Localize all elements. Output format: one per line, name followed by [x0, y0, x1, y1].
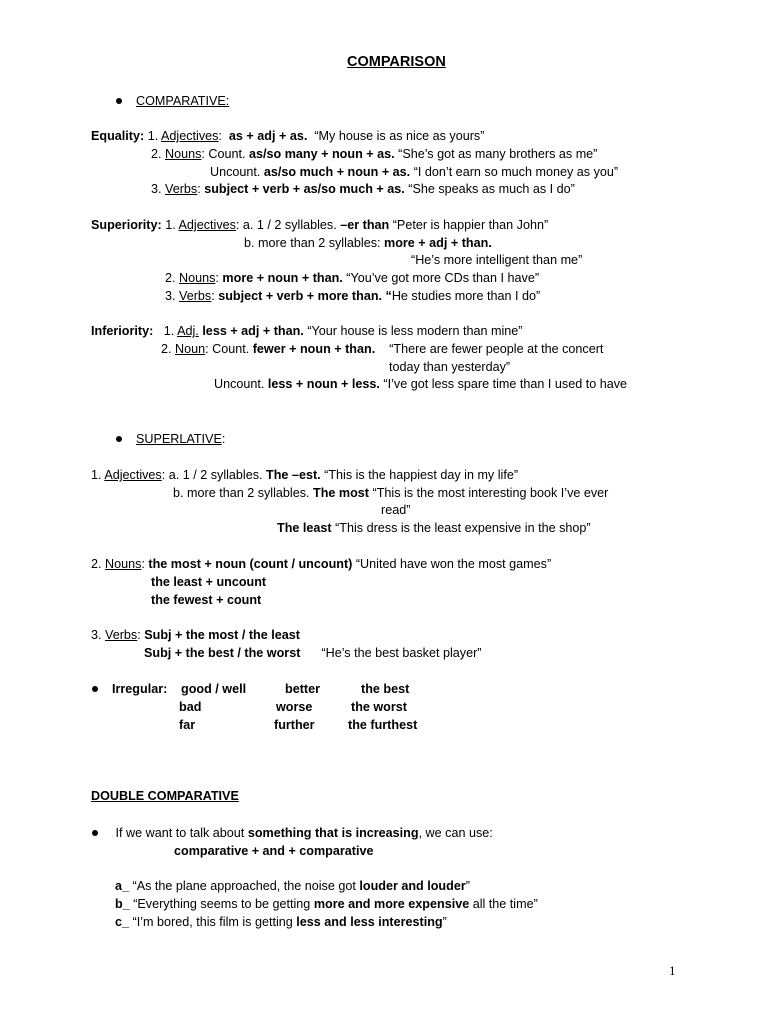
irregular-cell: the worst [351, 700, 407, 714]
superlative-adj-line-4: The least “This dress is the least expensive in the shop” [277, 521, 591, 535]
superlative-nouns-line-3: the fewest + count [151, 593, 262, 607]
double-intro-line: If we want to talk about something that is increasing, we can use: [92, 825, 493, 841]
double-formula: comparative + and + comparative [174, 844, 374, 858]
superlative-adj-line-1: 1. Adjectives: a. 1 / 2 syllables. The –est. “This is the happiest day in my life” [91, 468, 519, 482]
superlative-verbs-line-1: 3. Verbs: Subj + the most / the least [91, 628, 300, 642]
equality-line-3: Uncount. as/so much + noun + as. “I don’t earn so much money as you” [210, 165, 619, 179]
irregular-cell: bad [179, 700, 202, 714]
superlative-nouns-line-2: the least + uncount [151, 575, 267, 589]
bullet-icon [116, 98, 122, 104]
equality-line-2: 2. Nouns: Count. as/so many + noun + as. “She’s got as many brothers as me” [151, 147, 598, 161]
bullet-icon [92, 830, 98, 836]
irregular-cell: worse [276, 700, 313, 714]
bullet-icon [116, 436, 122, 442]
superlative-adj-line-2: b. more than 2 syllables. The most “This is the most interesting book I’ve ever [173, 486, 609, 500]
superiority-line-1: Superiority: 1. Adjectives: a. 1 / 2 syllables. –er than “Peter is happier than John” [91, 218, 549, 232]
double-example-a: a_ “As the plane approached, the noise got louder and louder” [115, 879, 470, 893]
irregular-cell: further [274, 718, 315, 732]
inferiority-line-2: 2. Noun: Count. fewer + noun + than. “There are fewer people at the concert [161, 342, 604, 356]
inferiority-line-3: today than yesterday” [389, 360, 511, 374]
superlative-adj-line-3: read” [381, 503, 411, 517]
double-example-c: c_ “I’m bored, this film is getting less and less interesting” [115, 915, 447, 929]
superlative-heading: SUPERLATIVE: [116, 431, 225, 447]
irregular-cell: the best [361, 682, 410, 696]
double-example-b: b_ “Everything seems to be getting more and more expensive all the time” [115, 897, 538, 911]
irregular-cell: good / well [181, 682, 247, 696]
superiority-line-4: 2. Nouns: more + noun + than. “You’ve got more CDs than I have” [165, 271, 540, 285]
page-number: 1 [669, 963, 676, 978]
page-title: COMPARISON [347, 54, 446, 70]
superiority-line-2: b. more than 2 syllables: more + adj + than. [244, 236, 492, 250]
inferiority-line-4: Uncount. less + noun + less. “I’ve got less spare time than I used to have [214, 377, 628, 391]
irregular-label-line: Irregular: [92, 681, 167, 697]
irregular-cell: the furthest [348, 718, 418, 732]
superiority-line-3: “He’s more intelligent than me” [411, 253, 583, 267]
double-comparative-heading: DOUBLE COMPARATIVE [91, 789, 239, 803]
irregular-cell: better [285, 682, 320, 696]
superiority-line-5: 3. Verbs: subject + verb + more than. “He studies more than I do” [165, 289, 541, 303]
bullet-icon [92, 686, 98, 692]
irregular-cell: far [179, 718, 196, 732]
inferiority-line-1: Inferiority: 1. Adj. less + adj + than. “Your house is less modern than mine” [91, 324, 523, 338]
comparative-heading: COMPARATIVE: [116, 93, 229, 109]
equality-line-1: Equality: 1. Adjectives: as + adj + as. “My house is as nice as yours” [91, 129, 485, 143]
superlative-verbs-line-2: Subj + the best / the worst “He’s the best basket player” [144, 646, 482, 660]
equality-line-4: 3. Verbs: subject + verb + as/so much + as. “She speaks as much as I do” [151, 182, 575, 196]
superlative-nouns-line-1: 2. Nouns: the most + noun (count / uncount) “United have won the most games” [91, 557, 552, 571]
